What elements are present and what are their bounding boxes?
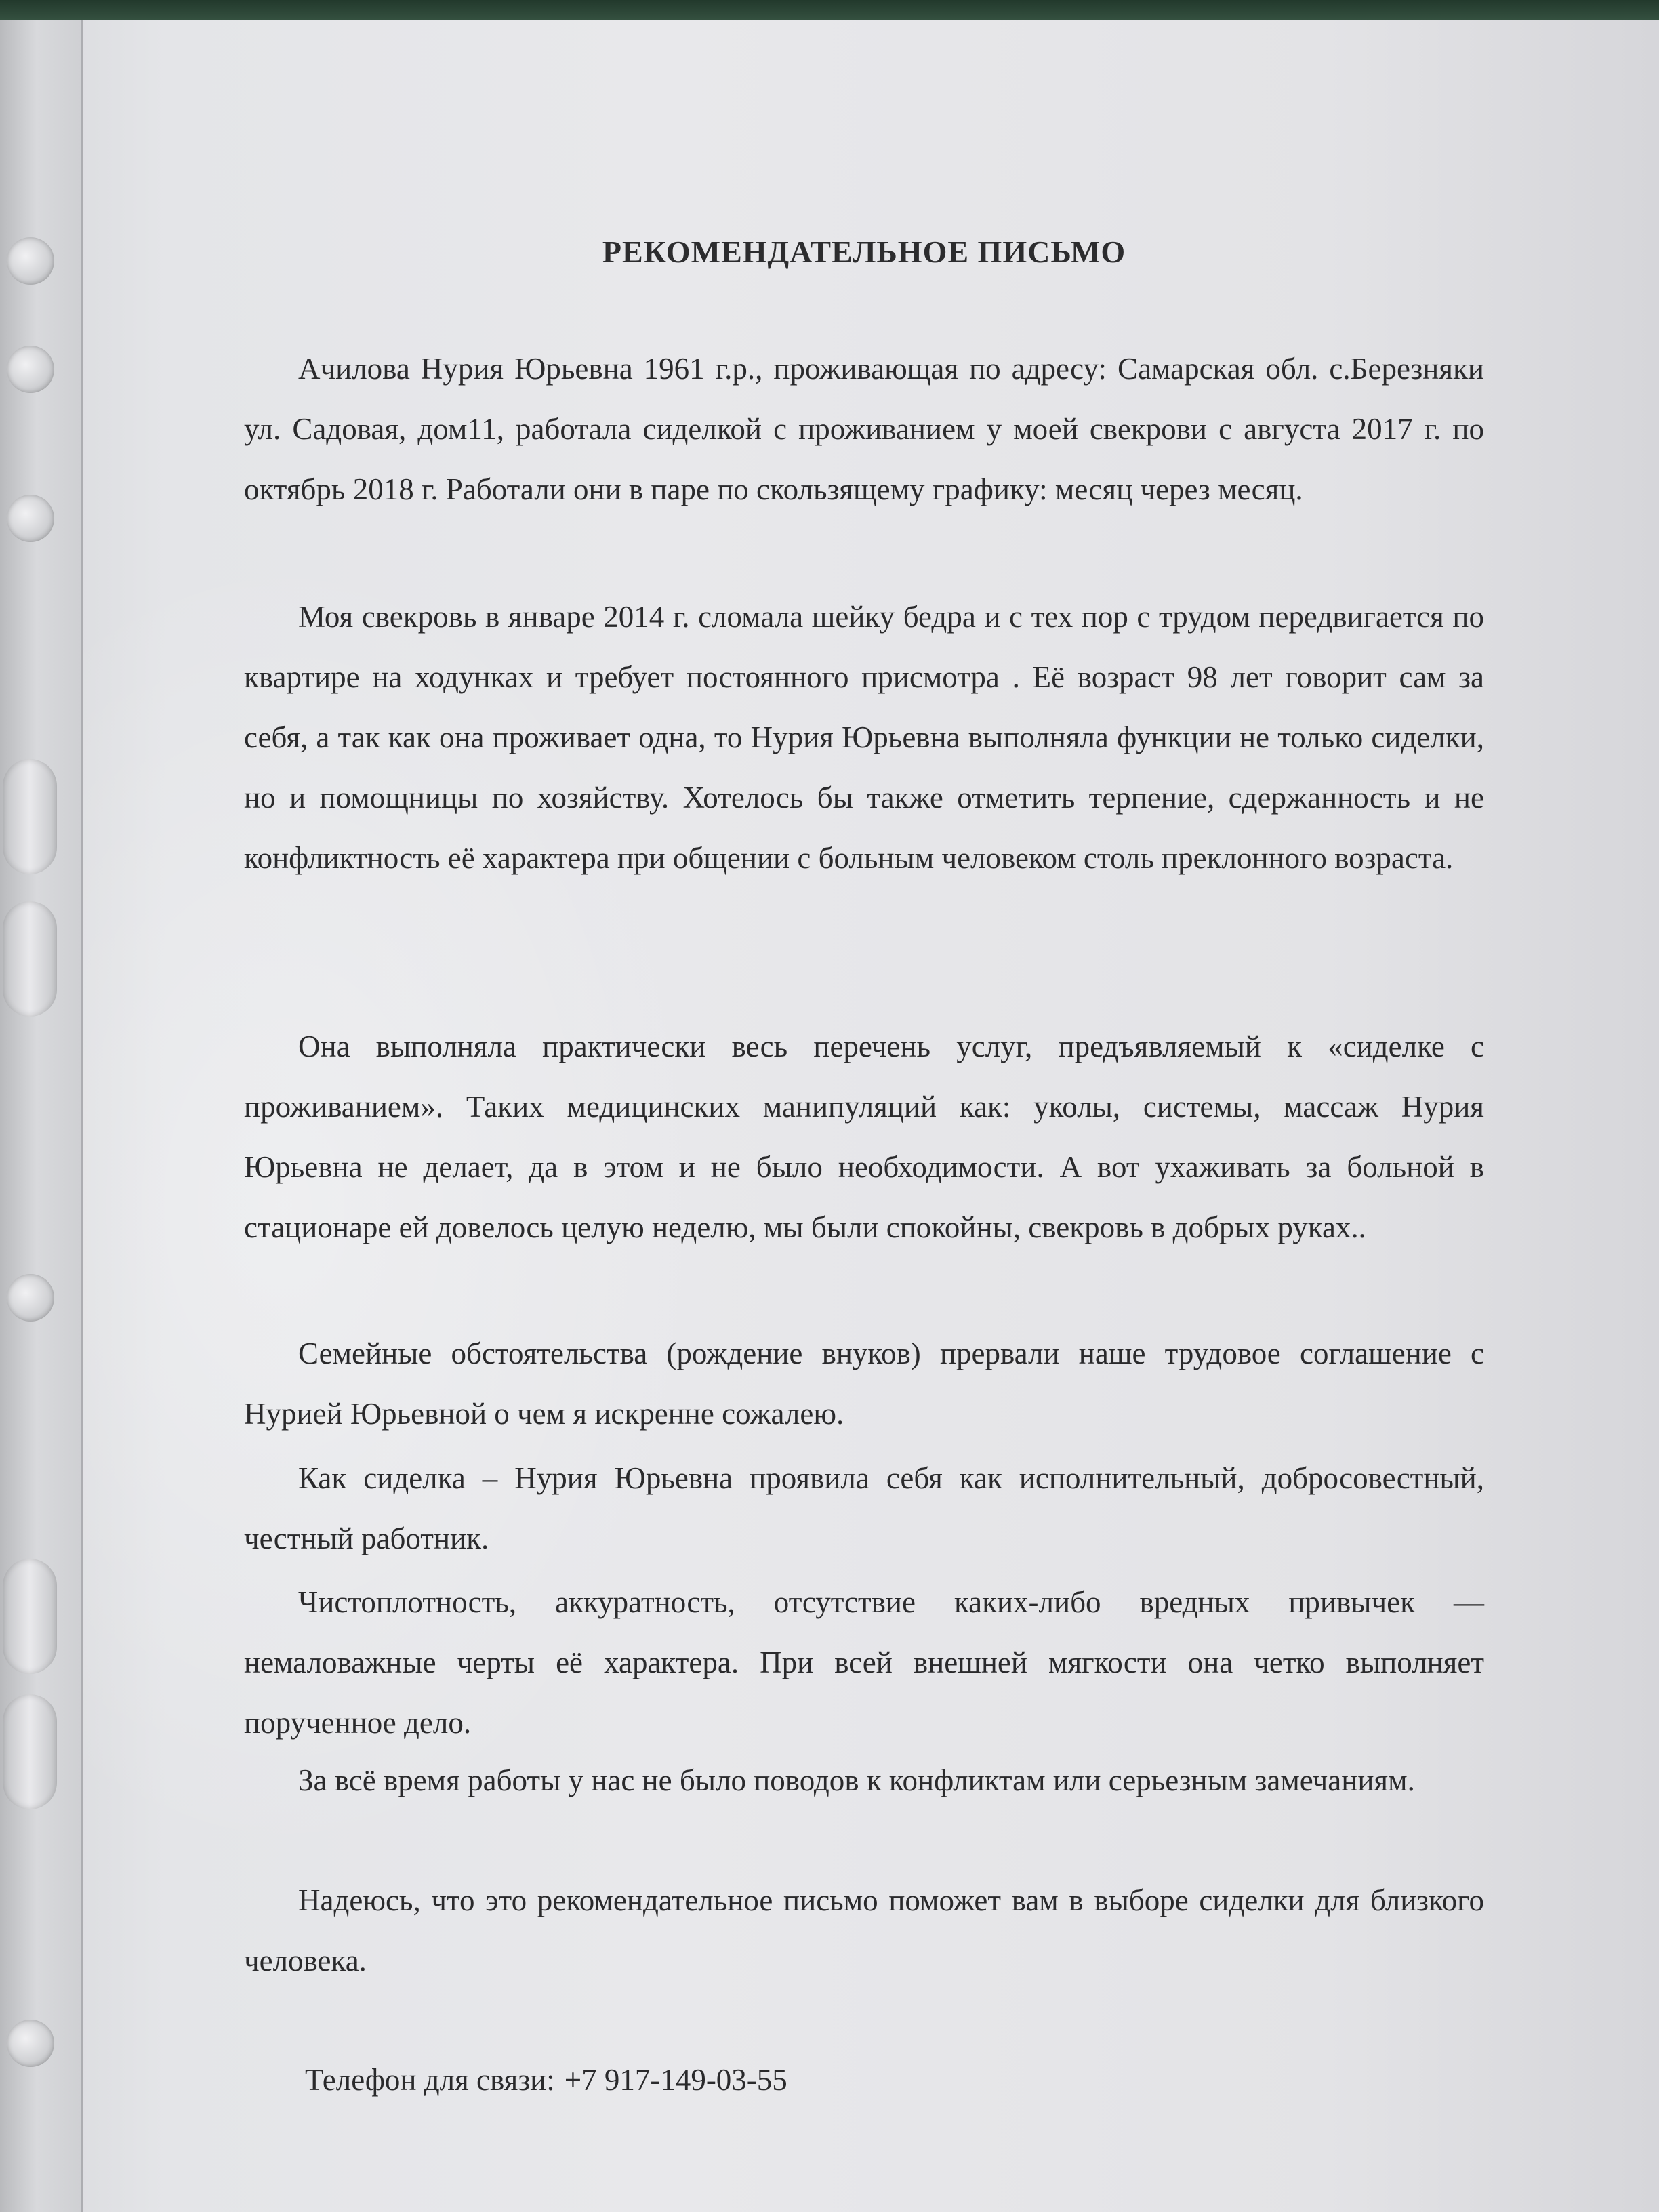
sleeve-perforated-edge (0, 20, 83, 2212)
punch-slot-icon (3, 759, 57, 874)
paragraph-8: Надеюсь, что это рекомендательное письмо поможет вам в выборе сиделки для близкого человека. (244, 1883, 1484, 1978)
paragraph-2: Моя свекровь в январе 2014 г. сломала шейку бедра и с тех пор с трудом передвигается по квартире на ходунках и требует постоянного присмотра . Её возраст 98 лет говорит сам за себя, а так как она проживает одна, то Нурия Юрьевна выполняла функции не только сиделки, но и помощницы по хозяйству. Хотелось бы также отметить терпение, сдержанность и не конфликтность её характера при общении с больным человеком столь преклонного возраста. (244, 600, 1484, 875)
letter-sheet (0, 20, 1659, 2212)
punch-hole-icon (7, 495, 54, 542)
punch-slot-icon (3, 1694, 57, 1809)
paragraph-5: Как сиделка – Нурия Юрьевна проявила себя как исполнительный, добросовестный, честный работник. (244, 1461, 1484, 1555)
letter-title: РЕКОМЕНДАТЕЛЬНОЕ ПИСЬМО (602, 234, 1126, 269)
paragraph-3: Она выполняла практически весь перечень услуг, предъявляемый к «сиделке с проживанием». Таких медицинских манипуляций как: уколы, системы, массаж Нурия Юрьевна не делает, да в этом и не было необходимости. А вот ухаживать за больной в стационаре ей довелось целую неделю, мы были спокойны, свекровь в добрых руках.. (244, 1029, 1484, 1244)
punch-slot-icon (3, 1559, 57, 1674)
punch-hole-icon (7, 346, 54, 393)
contact-label: Телефон для связи: (305, 2063, 555, 2097)
punch-hole-icon (7, 237, 54, 285)
paragraph-6: Чистоплотность, аккуратность, отсутствие каких-либо вредных привычек — немаловажные черты её характера. При всей внешней мягкости она четко выполняет порученное дело. (244, 1585, 1484, 1740)
punch-slot-icon (3, 901, 57, 1017)
paragraph-4: Семейные обстоятельства (рождение внуков) прервали наше трудовое соглашение с Нурией Юрьевной о чем я искренне сожалею. (244, 1336, 1484, 1431)
contact-phone: +7 917-149-03-55 (564, 2063, 787, 2097)
paragraph-7: За всё время работы у нас не было поводов к конфликтам или серьезным замечаниям. (298, 1763, 1415, 1797)
paragraph-1: Ачилова Нурия Юрьевна 1961 г.р., проживающая по адресу: Самарская обл. с.Березняки ул. Садовая, дом11, работала сиделкой с проживанием у моей свекрови с августа 2017 г. по октябрь 2018 г. Работали они в паре по скользящему графику: месяц через месяц. (244, 352, 1484, 506)
punch-hole-icon (7, 1274, 54, 1322)
contact-line (305, 2050, 787, 2110)
punch-hole-icon (7, 2020, 54, 2067)
